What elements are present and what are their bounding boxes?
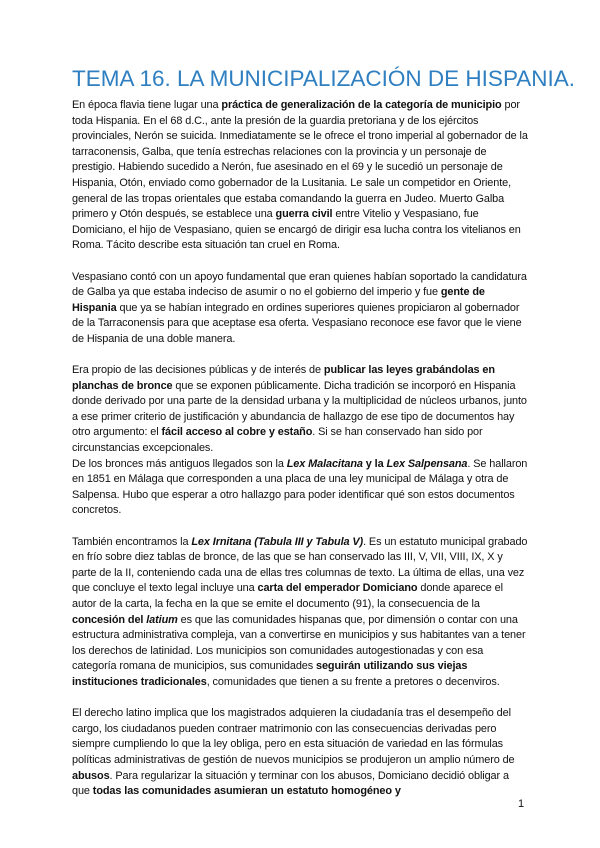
paragraph-3 bbox=[72, 363, 528, 457]
text-span: práctica de generalización de la categoría de municipio bbox=[221, 99, 502, 111]
paragraph-4 bbox=[72, 457, 528, 519]
text-span: latium bbox=[146, 613, 178, 626]
text-span: que se exponen públicamente. Dicha tradición se incorporó en Hispania donde derivado por una parte de la densidad urbana y la multiplicidad de núcleos urbanos, junto a ese primer criterio de justificación y abundancia de hallazgo de ese tipo de documentos hay otro argumento: el bbox=[72, 379, 527, 439]
text-span: Era propio de las decisiones públicas y de interés de bbox=[72, 364, 324, 377]
text-span: , comunidades que tienen a su frente a pretores o decenviros. bbox=[206, 675, 500, 688]
text-span: seguirán utilizando sus viejas instituciones tradicionales bbox=[72, 660, 468, 688]
text-span: todas las comunidades asumieran un estatuto homogéneo y bbox=[92, 785, 401, 798]
page-number: 1 bbox=[518, 798, 525, 810]
paragraph-2 bbox=[72, 270, 528, 348]
paragraph-5 bbox=[72, 535, 528, 691]
text-span: concesión del bbox=[72, 613, 147, 626]
text-span: por toda Hispania. En el 68 d.C., ante la presión de la guardia pretoriana y de los ejércitos provinciales, Nerón se suicida. Inmediatamente se le ofrece el trono imperial al gobernador de la tarraconensis, Galba, que tenía estrechas relaciones con la provincia y un personaje de prestigio. Habiendo sucedido a Nerón, fue asesinado en el 69 y le sucedió un personaje de Hispania, Otón, enviado como gobernador de la Lusitania. Le sale un competidor en Oriente, general de las tropas orientales que estaba comandando la guerra en Judeo. Muerto Galba primero y Otón después, se establece una bbox=[72, 99, 528, 221]
text-span: El derecho latino implica que los magistrados adquieren la ciudadanía tras el desempeño del cargo, los ciudadanos pueden contraer matrimonio con las consecuencias derivadas pero siempre cumpliendo lo que la ley obliga, pero en esta situación de variedad en las fórmulas políticas administrativas de gestión de nuevos municipios se produjeron un amplio número de bbox=[72, 707, 515, 766]
document-page bbox=[72, 66, 576, 800]
text-span: . Si se han conservado han sido por circunstancias excepcionales. bbox=[72, 426, 483, 455]
text-span: que ya se habían integrado en ordines superiores quienes propiciaron al gobernador de la Tarraconensis para que aceptase esa oferta. Vespasiano reconoce ese favor que le viene de Hispania de una doble manera. bbox=[72, 301, 522, 345]
text-span: es que las comunidades hispanas que, por dimensión o contar con una estructura administrativa compleja, van a convertirse en municipios y sus habitantes van a tener los derechos de latinidad. Los municipios son comunidades autogestionadas y con esa categoría romana de municipios, sus comunidades bbox=[72, 613, 526, 673]
text-span: Lex Salpensana bbox=[386, 457, 468, 470]
text-span: carta del emperador Domiciano bbox=[257, 582, 418, 595]
text-span: . Se hallaron en 1851 en Málaga que corresponden a una placa de una ley municipal de Málaga y otra de Salpensa. Hubo que esperar a otro hallazgo para poder identificar qué son estos documentos concretos. bbox=[72, 457, 528, 517]
text-span: Vespasiano contó con un apoyo fundamental que eran quienes habían soportado la candidatura de Galba ya que estaba indeciso de asumir o no el gobierno del imperio y fue bbox=[72, 270, 527, 299]
document-title: TEMA 16. LA MUNICIPALIZACIÓN DE HISPANIA. bbox=[72, 66, 576, 91]
text-span: y la bbox=[362, 457, 387, 470]
paragraph-6 bbox=[72, 706, 528, 800]
text-span: gente de Hispania bbox=[72, 286, 485, 314]
text-span: entre Vitelio y Vespasiano, fue Domiciano, el hijo de Vespasiano, quien se encargó de dirigir esa lucha contra los vitelianos en Roma. Tácito describe esta situación tan cruel en Roma. bbox=[72, 208, 521, 252]
text-span: fácil acceso al cobre y estaño bbox=[161, 426, 313, 439]
text-span: publicar las leyes grabándolas en planchas de bronce bbox=[72, 364, 495, 392]
text-span: Lex Malacitana bbox=[286, 457, 363, 470]
text-span: De los bronces más antiguos llegados son la bbox=[72, 457, 287, 470]
text-span: . Es un estatuto municipal grabado en frío sobre diez tablas de bronce, de las que se han conservado las III, V, VII, VIII, IX, X y parte de la II, conteniendo cada una de ellas tres columnas de texto. La última de ellas, una vez que concluye el texto legal incluye una bbox=[72, 535, 528, 595]
text-span: . Para regularizar la situación y terminar con los abusos, Domiciano decidió obligar a que bbox=[72, 769, 509, 798]
text-span: guerra civil bbox=[275, 208, 333, 221]
text-span: Lex Irnitana (Tabula III y Tabula V) bbox=[191, 535, 364, 548]
text-span: También encontramos la bbox=[72, 535, 192, 548]
text-span: abusos bbox=[72, 769, 110, 782]
text-span: En época flavia tiene lugar una bbox=[72, 99, 222, 111]
paragraph-1 bbox=[72, 98, 528, 254]
text-span: donde aparece el autor de la carta, la fecha en la que se emite el documento (91), la consecuencia de la bbox=[72, 582, 503, 610]
